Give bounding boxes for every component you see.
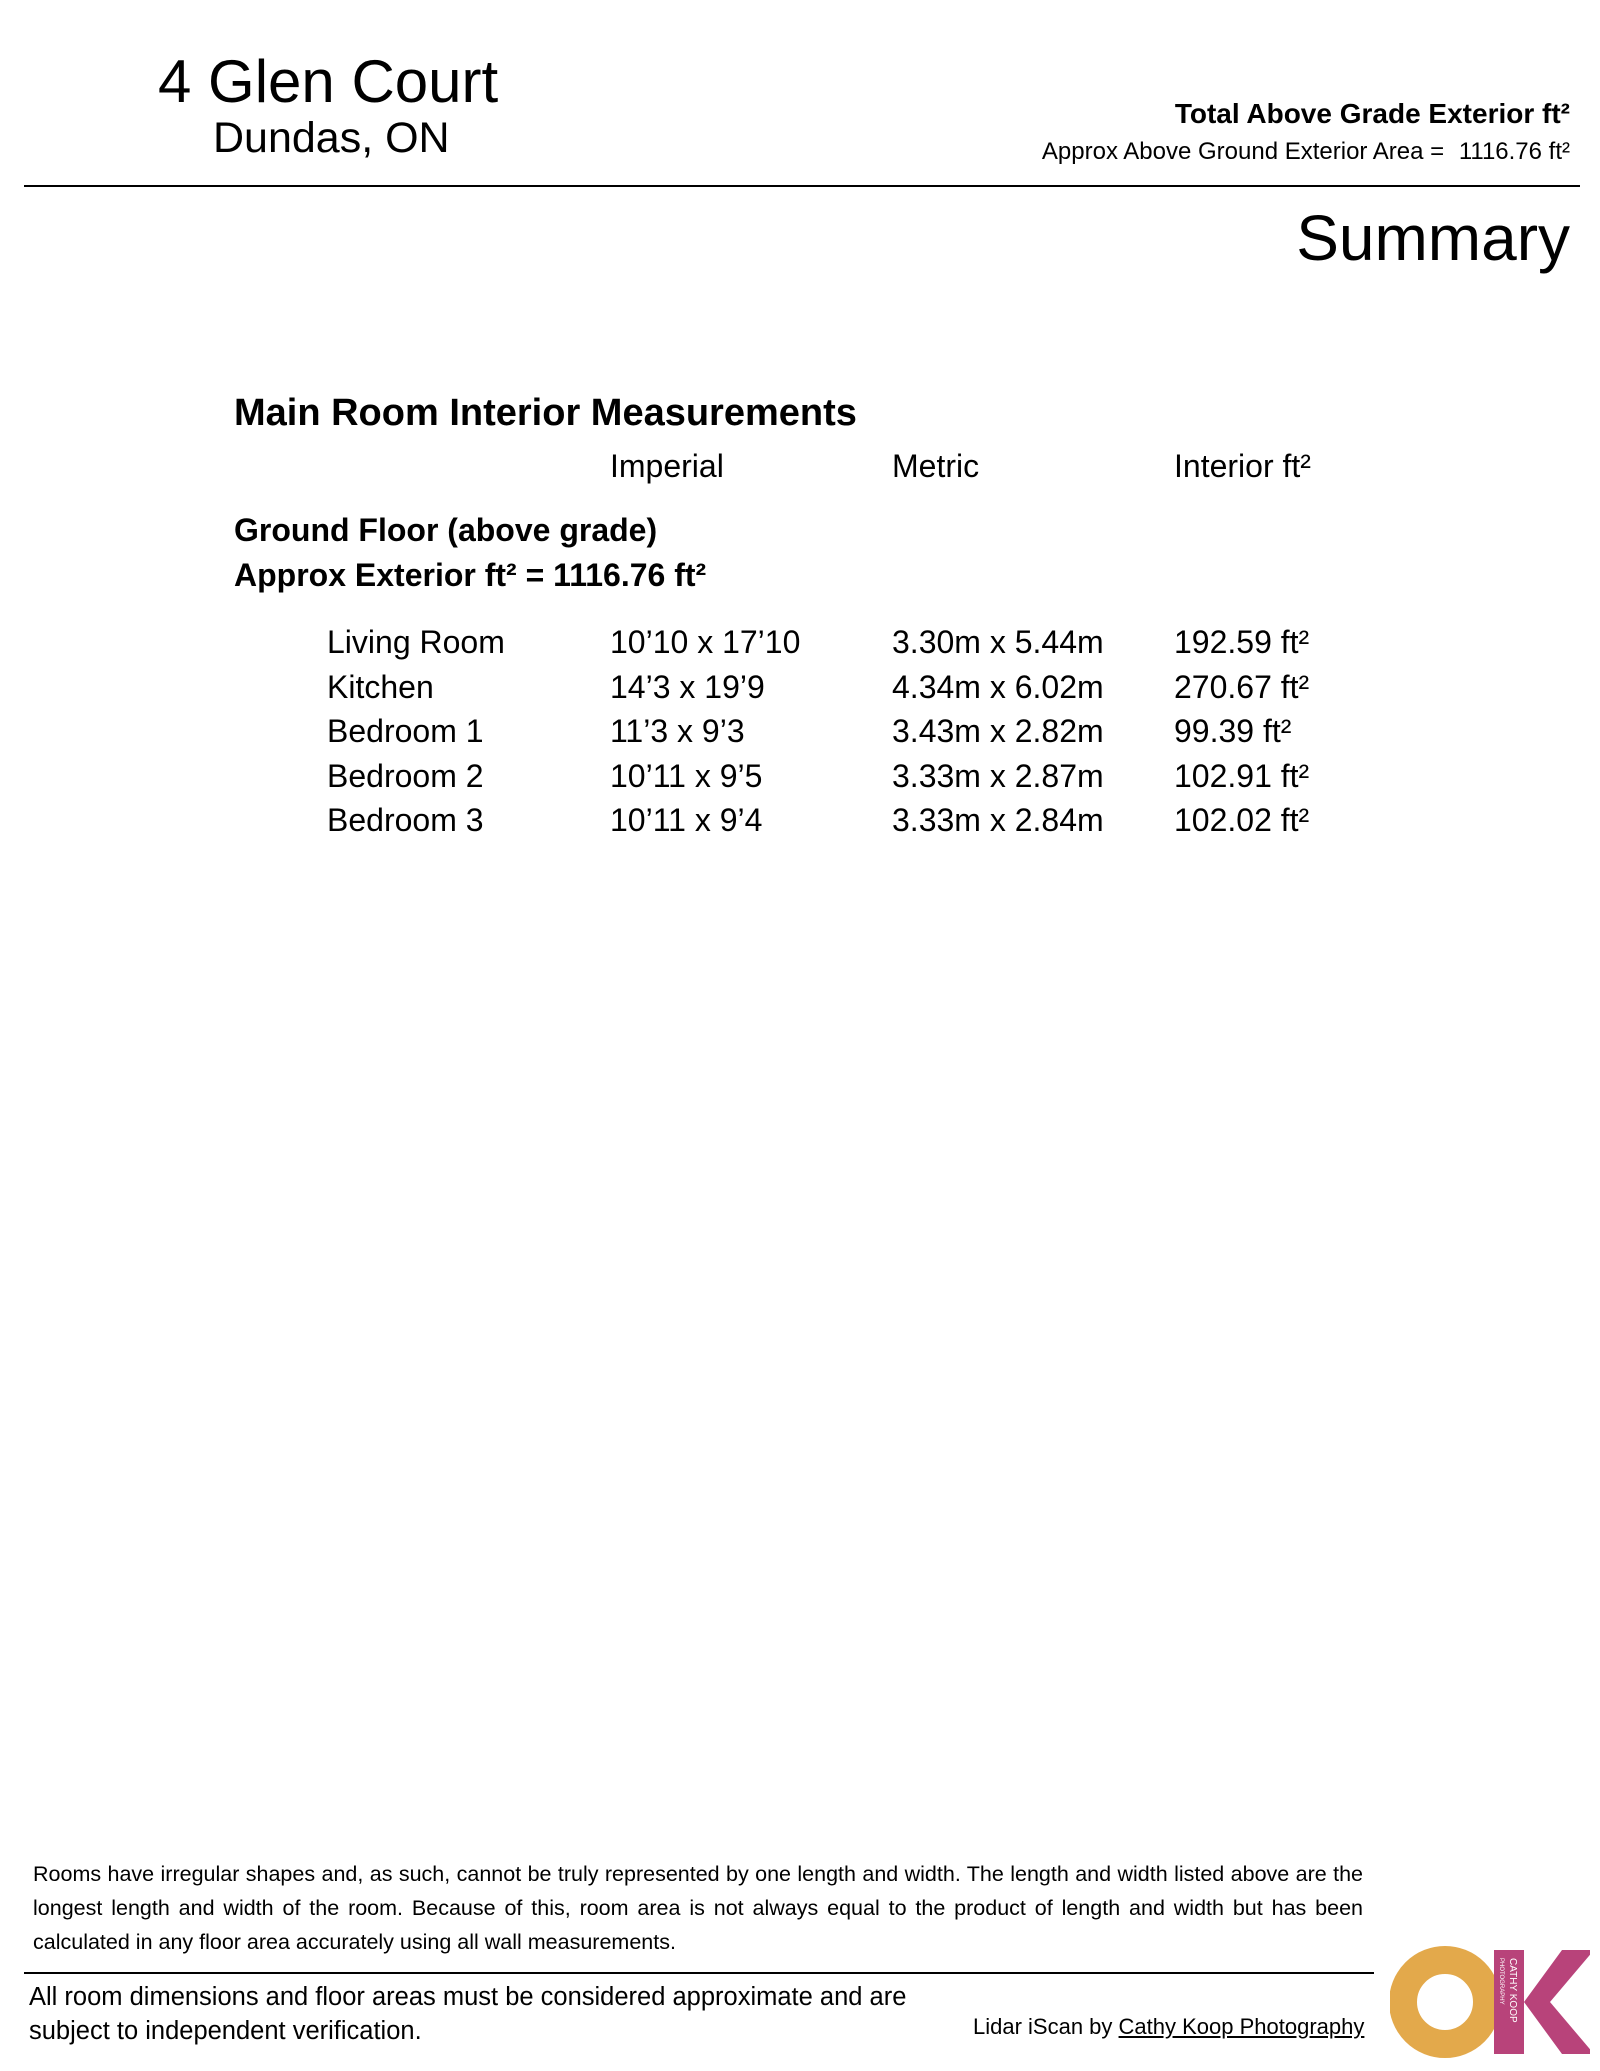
room-imperial: 10’11 x 9’4 xyxy=(610,802,763,838)
table-row xyxy=(0,620,1600,665)
approx-exterior-area xyxy=(1042,138,1570,166)
room-list xyxy=(0,620,1600,843)
approximate-note: All room dimensions and floor areas must be considered approximate and are subject to independent verification. xyxy=(29,1983,907,2045)
header-divider xyxy=(24,185,1580,187)
column-header-interior: Interior ft² xyxy=(1174,448,1311,484)
column-header-imperial: Imperial xyxy=(610,448,724,484)
address-city: Dundas, ON xyxy=(213,114,450,162)
credit-link[interactable]: Cathy Koop Photography xyxy=(1118,2014,1365,2039)
page-title: Summary xyxy=(1296,202,1570,274)
room-area: 102.91 ft² xyxy=(1174,757,1310,794)
room-metric: 3.33m x 2.87m xyxy=(892,757,1104,794)
logo-tiny-text: PHOTOGRAPHY xyxy=(1498,1958,1504,2005)
floor-title: Ground Floor (above grade) xyxy=(234,512,658,548)
room-metric: 3.43m x 2.82m xyxy=(892,713,1104,749)
section-title: Main Room Interior Measurements xyxy=(234,392,857,434)
room-name: Bedroom 3 xyxy=(327,802,484,838)
approx-exterior-label: Approx Above Ground Exterior Area = xyxy=(1041,138,1445,165)
room-name: Living Room xyxy=(327,624,505,660)
credit-line xyxy=(973,2014,1364,2040)
footer-divider xyxy=(24,1972,1374,1974)
room-imperial: 11’3 x 9’3 xyxy=(610,713,745,749)
room-area: 99.39 ft² xyxy=(1174,713,1292,749)
logo-small-text: CATHY KOOP xyxy=(1507,1958,1518,2023)
room-area: 192.59 ft² xyxy=(1174,624,1310,660)
address-street: 4 Glen Court xyxy=(158,48,499,115)
room-area: 270.67 ft² xyxy=(1174,668,1310,705)
approx-exterior-value: 1116.76 ft² xyxy=(1458,138,1570,165)
logo-o-ring xyxy=(1403,1960,1487,2044)
room-metric: 4.34m x 6.02m xyxy=(892,668,1104,705)
total-exterior-label: Total Above Grade Exterior ft² xyxy=(1174,98,1570,129)
room-name: Bedroom 1 xyxy=(327,713,484,749)
room-name: Kitchen xyxy=(327,668,434,705)
table-row xyxy=(0,665,1600,710)
room-imperial: 10’10 x 17’10 xyxy=(610,624,801,660)
column-header-metric: Metric xyxy=(892,448,980,484)
room-metric: 3.33m x 2.84m xyxy=(892,802,1104,838)
table-row xyxy=(0,798,1600,843)
room-imperial: 14’3 x 19’9 xyxy=(610,668,765,705)
credit-prefix: Lidar iScan by xyxy=(973,2014,1113,2039)
disclaimer-text: Rooms have irregular shapes and, as such, cannot be truly represented by one length and width. The length and width listed above are the longest length and width of the room. Because of this, room area is not always equal to the product of length and width but has been calculated in any floor area accurately using all wall measurements. xyxy=(33,1862,1363,1954)
floor-exterior-area: Approx Exterior ft² = 1116.76 ft² xyxy=(234,557,707,593)
table-row xyxy=(0,709,1600,754)
room-metric: 3.30m x 5.44m xyxy=(892,624,1104,660)
room-name: Bedroom 2 xyxy=(327,757,484,794)
table-row xyxy=(0,754,1600,799)
room-imperial: 10’11 x 9’5 xyxy=(610,757,763,794)
cathy-koop-logo xyxy=(1390,1940,1590,2060)
room-area: 102.02 ft² xyxy=(1174,802,1310,838)
